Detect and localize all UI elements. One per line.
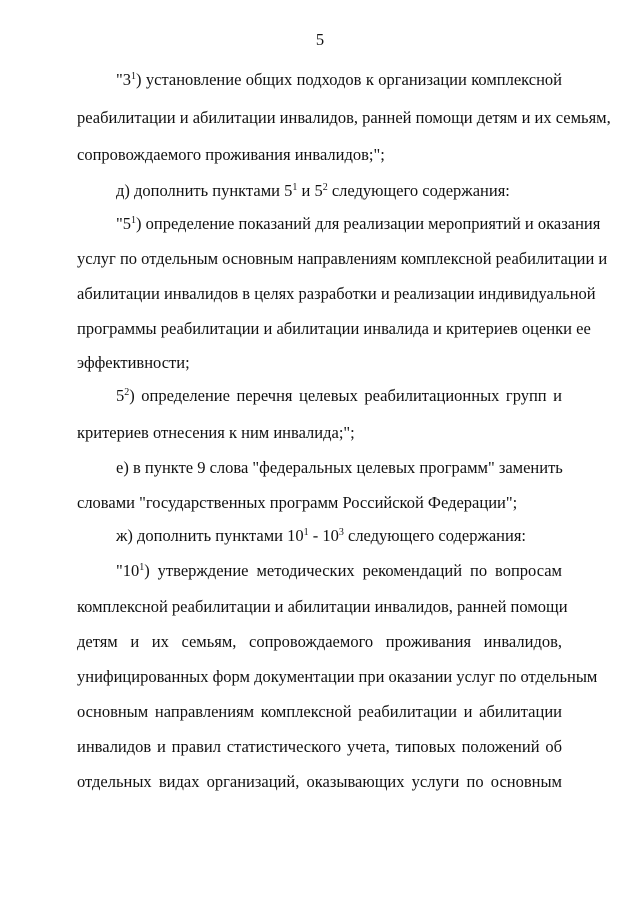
text-line: эффективности;: [77, 353, 190, 372]
text-line-subitem-5-2: $5^2$) определение перечня целевых реабилитационных групп и: [116, 386, 562, 405]
text-line: сопровождаемого проживания инвалидов;";: [77, 145, 385, 164]
text-line-subitem-3-1: "$3^1$) установление общих подходов к организации комплексной: [116, 70, 562, 89]
text-line: реабилитации и абилитации инвалидов, ранней помощи детям и их семьям,: [77, 108, 611, 127]
text-line: отдельных видах организаций, оказывающих услуги по основным: [77, 772, 562, 791]
text-line: критериев отнесения к ним инвалида;";: [77, 423, 355, 442]
text-line-item-d: д) дополнить пунктами $5^1$ и $5^2$ следующего содержания:: [116, 181, 510, 200]
text-line: словами "государственных программ Российской Федерации";: [77, 493, 518, 512]
text-line-item-e: е) в пункте 9 слова "федеральных целевых программ" заменить: [116, 458, 563, 477]
text-line-item-zh: ж) дополнить пунктами $10^1 - 10^3$ следующего содержания:: [116, 526, 527, 545]
text-line: программы реабилитации и абилитации инвалида и критериев оценки ее: [77, 319, 591, 338]
text-line: услуг по отдельным основным направлениям комплексной реабилитации и: [77, 249, 608, 268]
page-number: 5: [315, 30, 325, 49]
text-line: абилитации инвалидов в целях разработки и реализации индивидуальной: [77, 284, 596, 303]
text-line: детям и их семьям, сопровождаемого проживания инвалидов,: [77, 632, 562, 651]
text-line: инвалидов и правил статистического учета, типовых положений об: [77, 737, 562, 756]
text-line: основным направлениям комплексной реабилитации и абилитации: [77, 702, 562, 721]
text-line-subitem-10-1: "$10^1$) утверждение методических рекомендаций по вопросам: [116, 561, 562, 580]
text-line-subitem-5-1: "$5^1$) определение показаний для реализации мероприятий и оказания: [116, 214, 601, 233]
text-line: унифицированных форм документации при оказании услуг по отдельным: [77, 667, 598, 686]
text-line: комплексной реабилитации и абилитации инвалидов, ранней помощи: [77, 597, 568, 616]
